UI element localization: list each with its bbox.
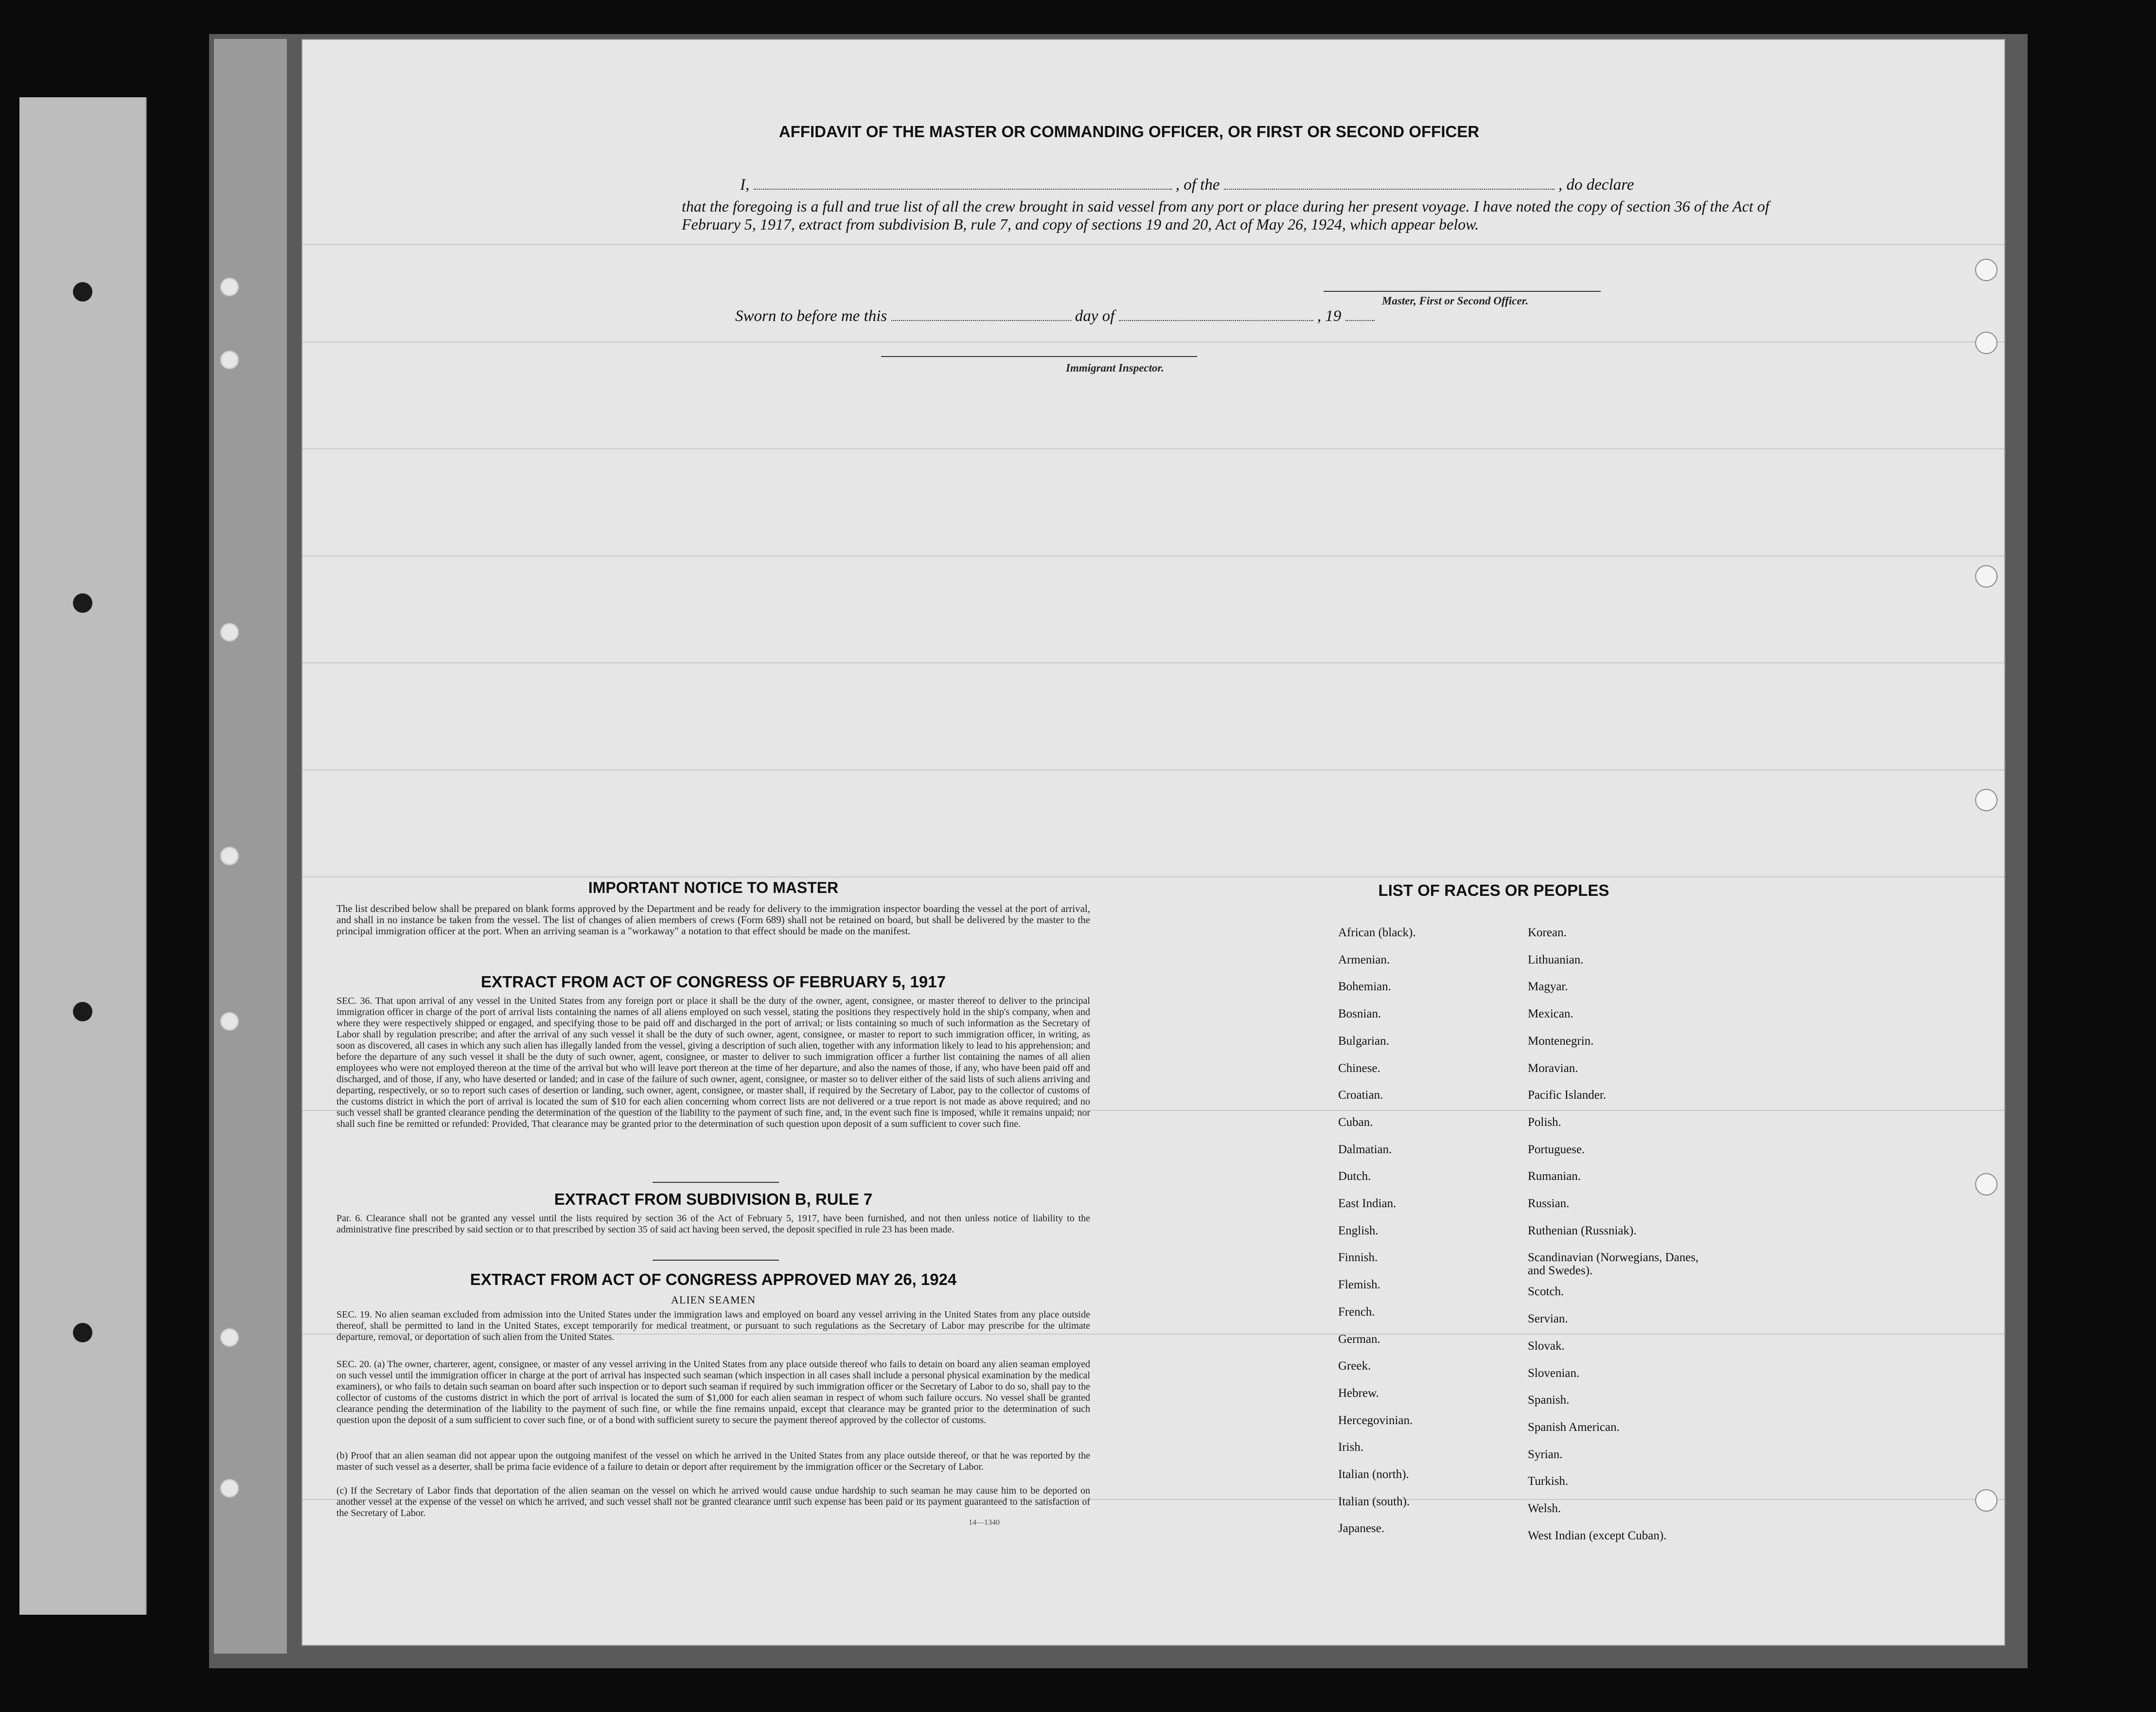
signature-line [1324, 291, 1601, 292]
section-20a-text: SEC. 20. (a) The owner, charterer, agent, consignee, or master of any vessel arriving in the United States from any place outside thereof who fails to detain on board any alien seaman employed on such vessel until the immigration officer in charge at the port of arrival has inspected such seaman (which inspection in all cases shall include a personal physical examination by the medical examiners), or who fails to detain such seaman on board after such inspection or to deport such seaman if required by such immigration officer or the Secretary of Labor to do so, shall pay to the collector of customs of the customs district in which the port of arrival is located the sum of $1,000 for each alien seaman in respect of whom such failure occurs. No vessel shall be granted clearance pending the determination of the liability to the payment of such fine, or while the fine remains unpaid, except that clearance may be granted prior to the determination of such question upon the deposit of a sum sufficient to cover such fine, or of a bond with sufficient surety to secure the payment thereof approved by the collector of customs. [336, 1359, 1090, 1426]
underlying-page-edge [214, 39, 287, 1654]
race-item: Slovenian. [1528, 1366, 1580, 1380]
race-item: Italian (north). [1338, 1468, 1409, 1481]
race-item: Bohemian. [1338, 980, 1392, 994]
race-item: Servian. [1528, 1312, 1568, 1326]
sworn-line [735, 307, 1708, 325]
race-item: Spanish. [1528, 1393, 1570, 1407]
punch-hole [1975, 1173, 1997, 1195]
binding-hole [220, 1328, 239, 1347]
race-item: Croatian. [1338, 1088, 1383, 1102]
race-item: Flemish. [1338, 1278, 1380, 1292]
race-item: Italian (south). [1338, 1495, 1410, 1508]
extract-1917-text: SEC. 36. That upon arrival of any vessel in the United States from any foreign port or place it shall be the duty of the owner, agent, consignee, or master thereof to deliver to the principal immigration officer in charge of the port of arrival lists containing the names of all aliens employed on such vessel, stating the positions they respectively hold in the ship's company, when and where they were respectively shipped or engaged, and specifying those to be paid off and discharged in the port of arrival; or lists containing so much of such information as the Secretary of Labor shall by regulation prescribe; and after the arrival of any such vessel it shall be the duty of such owner, agent, consignee, or master to report to such immigration officer, in writing, as soon as discovered, all cases in which any such alien has illegally landed from the vessel, giving a description of such alien, together with any information likely to lead to his apprehension; and before the departure of any such vessel it shall be the duty of such owner, agent, consignee, or master to deliver to such immigration officer a further list containing the names of all alien employees who were not employed thereon at the time of the arrival but who will leave port thereon at the time of her departure, and also the names of those, if any, who have been paid off and discharged, and of those, if any, who have deserted or landed; and in case of the failure of such owner, agent, consignee, or master so to deliver either of the said lists of such aliens arriving and departing, respectively, or so to report such cases of desertion or landing, such owner, agent, consignee, or master shall, if required by the Secretary of Labor, pay to the collector of customs of the customs district in which the port of arrival is located the sum of $10 for each alien concerning whom correct lists are not delivered or a true report is not made as above required; and no such vessel shall be granted clearance pending the determination of the question of the liability to the payment of such fine, and, in the event such fine is imposed, while it remains unpaid; nor shall such fine be remitted or refunded: Provided, That clearance may be granted prior to the determination of such question upon deposit of a sum sufficient to cover such fine. [336, 996, 1090, 1129]
race-item: Japanese. [1338, 1522, 1385, 1535]
race-item: Moravian. [1528, 1061, 1578, 1075]
race-item: Armenian. [1338, 953, 1390, 966]
sworn-year-label: , 19 [1317, 307, 1342, 325]
form-number: 14—1340 [969, 1518, 1000, 1527]
race-item: West Indian (except Cuban). [1528, 1529, 1667, 1542]
race-item: Hercegovinian. [1338, 1413, 1413, 1427]
sworn-year-blank [1345, 320, 1375, 321]
section-20b-text: (b) Proof that an alien seaman did not appear upon the outgoing manifest of the vessel on which he arrived in the United States from any place outside thereof, or that he was reported by the master of such vessel as a deserter, shall be prima facie evidence of a failure to detain or deport after requirement by the immigration officer or the Secretary of Labor. [336, 1450, 1090, 1472]
section-19-text: SEC. 19. No alien seaman excluded from admission into the United States under the immigration laws and employed on board any vessel arriving in the United States from any place outside thereof, shall be permitted to land in the United States, except temporarily for medical treatment, or pursuant to such regulations as the Secretary of Labor may prescribe for the ultimate departure, removal, or deportation of such alien from the United States. [336, 1309, 1090, 1342]
affidavit-paragraph: that the foregoing is a full and true list of all the crew brought in said vessel from any port or place during her present voyage. I have noted the copy of section 36 of the Act of February 5, 1917, extract from subdivision B, rule 7, and copy of sections 19 and 20, Act of May 26, 1924, which appear below. [682, 197, 1769, 233]
binding-hole [220, 350, 239, 370]
race-item: Mexican. [1528, 1007, 1573, 1021]
affidavit-i: I, [740, 176, 750, 194]
punch-hole [1975, 332, 1997, 354]
notice-title: IMPORTANT NOTICE TO MASTER [588, 879, 839, 896]
alien-seamen-subtitle: ALIEN SEAMEN [671, 1294, 756, 1306]
race-item: Russian. [1528, 1197, 1570, 1210]
show-through-rule [302, 448, 2004, 449]
extract-1924-title: EXTRACT FROM ACT OF CONGRESS APPROVED MAY 26, 1924 [470, 1270, 957, 1288]
vessel-blank [1224, 189, 1555, 190]
binding-hole [73, 282, 92, 302]
affidavit-declaration-line [740, 176, 1858, 194]
section-divider [653, 1260, 779, 1261]
race-item: Korean. [1528, 926, 1567, 939]
left-binding-strip [19, 97, 147, 1615]
race-item: Syrian. [1528, 1447, 1563, 1461]
race-item: Cuban. [1338, 1115, 1373, 1129]
race-item: East Indian. [1338, 1197, 1396, 1210]
sworn-prefix: Sworn to before me this [735, 307, 887, 325]
race-item: Ruthenian (Russniak). [1528, 1224, 1637, 1237]
race-item: German. [1338, 1332, 1380, 1346]
race-item: Scotch. [1528, 1285, 1564, 1299]
inspector-signature-line [881, 356, 1197, 357]
race-item: Spanish American. [1528, 1420, 1620, 1434]
name-blank [754, 189, 1172, 190]
show-through-rule [302, 876, 2004, 877]
race-item: French. [1338, 1305, 1375, 1319]
punch-hole [1975, 259, 1997, 281]
race-item: Magyar. [1528, 980, 1568, 994]
notice-text: The list described below shall be prepared on blank forms approved by the Department and be ready for delivery to the immigration inspector boarding the vessel at the port of arrival, and shall in no instance be taken from the vessel. The list of changes of alien members of crews (Form 689) shall not be retained on board, but shall be delivered by the master to the principal immigration officer at the port. When an arriving seaman is a "workaway" a notation to that effect should be made on the manifest. [336, 903, 1090, 937]
binding-hole [73, 1002, 92, 1021]
race-item: Turkish. [1528, 1475, 1569, 1488]
show-through-rule [302, 555, 2004, 556]
race-item: Dalmatian. [1338, 1142, 1392, 1156]
race-item: Bulgarian. [1338, 1034, 1389, 1048]
sworn-month-blank [1119, 320, 1313, 321]
subdivision-b-text: Par. 6. Clearance shall not be granted any vessel until the lists required by section 36 of the Act of February 5, 1917, have been furnished, and not then unless notice of liability to the administrative fine prescribed by said section or to that prescribed by section 35 of said act having been served, the deposit specified in rule 23 has been made. [336, 1213, 1090, 1235]
sworn-day-label: day of [1075, 307, 1115, 325]
binding-hole [220, 1479, 239, 1498]
race-item: Welsh. [1528, 1502, 1561, 1515]
show-through-rule [302, 341, 2004, 342]
race-item: Portuguese. [1528, 1142, 1585, 1156]
race-item: Finnish. [1338, 1251, 1378, 1265]
extract-1917-title: EXTRACT FROM ACT OF CONGRESS OF FEBRUARY 5, 1917 [481, 973, 946, 991]
section-20c-text: (c) If the Secretary of Labor finds that deportation of the alien seaman on the vessel on which he arrived would cause undue hardship to such seaman he may cause him to be deported on another vessel at the expense of the vessel on which he arrived, and such vessel shall not be granted clearance until such expense has been paid or its payment guaranteed to the satisfaction of the Secretary of Labor. [336, 1485, 1090, 1518]
affidavit-page [301, 39, 2005, 1646]
binding-hole [73, 593, 92, 613]
race-item: Dutch. [1338, 1170, 1371, 1183]
show-through-rule [302, 244, 2004, 245]
race-item: Pacific Islander. [1528, 1088, 1607, 1102]
binding-hole [220, 1012, 239, 1031]
races-title: LIST OF RACES OR PEOPLES [1378, 881, 1609, 899]
binding-hole [220, 277, 239, 297]
race-item: Bosnian. [1338, 1007, 1381, 1021]
race-item: Lithuanian. [1528, 953, 1584, 966]
race-item: Chinese. [1338, 1061, 1380, 1075]
race-item: English. [1338, 1224, 1378, 1237]
sworn-day-blank [891, 320, 1071, 321]
race-item: Rumanian. [1528, 1170, 1581, 1183]
section-divider [653, 1182, 779, 1183]
show-through-rule [302, 769, 2004, 770]
race-item: Irish. [1338, 1441, 1364, 1454]
show-through-rule [302, 662, 2004, 663]
race-item: African (black). [1338, 926, 1416, 939]
punch-hole [1975, 1489, 1997, 1512]
affidavit-of-the: , of the [1175, 176, 1220, 194]
punch-hole [1975, 789, 1997, 811]
race-item: Hebrew. [1338, 1386, 1379, 1400]
affidavit-title: AFFIDAVIT OF THE MASTER OR COMMANDING OFFICER, OR FIRST OR SECOND OFFICER [778, 123, 1480, 141]
inspector-caption: Immigrant Inspector. [1066, 362, 1164, 374]
binding-hole [220, 623, 239, 642]
affidavit-declare: , do declare [1558, 176, 1634, 194]
race-item: Greek. [1338, 1359, 1371, 1373]
subdivision-b-title: EXTRACT FROM SUBDIVISION B, RULE 7 [554, 1190, 873, 1208]
race-item: Polish. [1528, 1115, 1561, 1129]
race-item: Scandinavian (Norwegians, Danes, and Swedes). [1528, 1251, 1699, 1278]
binding-hole [73, 1323, 92, 1342]
binding-hole [220, 846, 239, 866]
race-item: Slovak. [1528, 1339, 1565, 1353]
signature-caption: Master, First or Second Officer. [1382, 295, 1529, 307]
punch-hole [1975, 565, 1997, 588]
race-item: Montenegrin. [1528, 1034, 1594, 1048]
